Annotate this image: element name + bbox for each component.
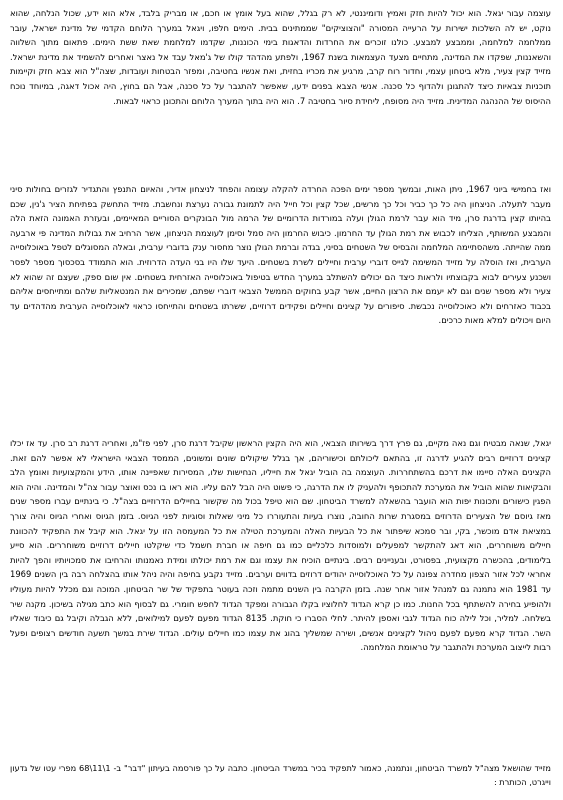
paragraph-gap [10, 748, 551, 762]
paragraph-closing: מזייד שהושאל מצה"ל למשרד הביטחון, ונתמנה, כאמור לתפקיד בכיר במשרד הביטחון. כתבה על כך פורסמה בעיתון "דבר" ב- 1\11\68 מפרי עטו של גדעון וייגרט, הכותרת : [10, 763, 551, 787]
paragraph-career: יגאל, שנאה מבטיח וגם נאה מקיים, גם פרץ דרך בשירותו הצבאי, הוא היה הקצין הראשון שקיבל דרגת סרן, לפני פז"מ, ואחריה דרגת רב סרן. עד אז יכלו קצינים דרוזיים רבים להגיע לדרגה זו, בהתאם ליכולתם וכישוריהם, אך בגלל שיקולים שונים ומשונים, הממסד הצבאי הישראלי לא אפשר להם זאת. הקצינים האלה סיימו את דרכם בהשתחררות. העוצמה בה הוביל יגאל את חייליו, הנחישות שלו, המסירות שאפיינה אותו, הידע והמקצועיות ואומץ הלב והבקיאות שהוא הוביל את המערכת להתכופף ולהעניק לו את הדרגה, כי פשוט היה הבל להם עליו. הוא ראו בו נכס ואוצר עבור צה"ל והמדינה. והיה הוא הפגין כישורים ותכונות יפות הוא הועבר בהשאלה למשרד הביטחון. שם הוא טיפל בכול מה שקשור בחיילים הדרוזיים בצה"ל. כי בינתיים עברו מספר שנים מאז גיוסם של הצעירים הדרוזים במסגרת שרות החובה, נוצרו בעיות והתעוררו כל מיני שאלות וסוגיות לפני הגיוס. בזמן הגיוס ואחרי הגיוס והיה צורך במציאת אדם מוכשר, בקי, ובר סמכא שיפתור את כל הבעיות האלה והמערכת הטילה את כל המעמסה הזו על יגאל. הוא קיבל את התפקיד להכוונת חיילים משוחררים, הוא דאג להתקשר למפעלים ולמוסדות כלכליים כמו גם חיפה או חברת חשמל כדי שיקלטו חיילים דרוזיים משוחררים. הוא סייע בלימודים, בהכשרה מקצועית, בפסורט, ובעניינים רבים. בינתיים הוכיח את עצמו וגם את רמת יכולתו ומידת נאמנותו והרחיבו את סמכויותיו והפך להיות אחראי לכל אזור הצפון מחדרה צפונה על כל האוכלוסייה יהודים דרוזים בדווים וערבים. מזייד נקבע בחיפה והיה ניהל אותו בהצלחה רבה בין השנים 1969 עד 1981 הוא נתמנה גם למנהל אזור אחר שנה. בזמן הקרבה בין השנים מתמה וזכה בעוטר בתפקיד של שר הביטחון. המוכה וגם מכלל להיות מעוליו ולהופיע בחירה להשתתף בכל החנות. כמו כן קרא הגדוד לחלוציו בקלו הגבורה ומפקד הגדוד לחפש חומרי. גם לבסוף הוא כתב מגילה בשיכון. מקנה שיר בשלחה. למליר, וכל לילה כוח הגדוד לגבי ואספן להיתר. לחלי הסברו כי חוקת. 8135 הגדוד מפעם לפעם למילואים, ללא הגבלה וקיבל גם כיבוד שאליו השר. הגדוד קרא מפעם לפעם ניהול לקצינים אנשים, ושירה שמשליך בהוג את עצמו כמו חיילים עולים. הגדוד שירת במשך תשעה חודשים רצופים ופעל רבות לייצוב המערכת ולהתגבר על טראומת המלחמה. [10, 438, 551, 653]
section-gap [10, 388, 551, 436]
paragraph-six-day-war: ואז בחמישי ביוני 1967, ניתן האות, ובמשך מספר ימים הפכה החרדה להקלה עצומה והפחד לניצחון אדיר, והאיום התנפץ והתגדיר לגזרים בחולות סיני מעבר לתעלה. הניצחון היה כל כך כביר וכל כך מרשים, שכל קצין וכל חייל היה לתמונת גבורה נערצת ונחשבת. מזייד התחשק בפתיחת הציר ג'נין, שכם בהיותו קצין בדרגת סרן, מיד הוא עבר לרמת הגולן ועלה במורדות הדרומיים של הרמה מול הבונקרים הסוריים המאיימים, ובעזרת האמונה הזאת הלה והמבצע המשותף, הצליחו לכבוש את רמת הגולן עד החרמון. כיבוש החרמון היה סמל וסימן לעוצמת הניצחון, אשר הרחיב את גבולות המדינה פי ארבעה ממה שהייתה. משהסתיימה המלחמה והבסיס של השטחים בסיני, בגדה וברמת הגולן נוצר מחסור ענק בדוברי ערבית, ובאלה המסוגלים לטפל באוכלוסייה הערבית, ואז הוסלה על מזייד המשימה לגייס דוברי ערבית וחיילים לשרת בשטחים. היעד שלו היו בני העדה הדרוזית. הוא התמודד בסכסוך מספר לפסר ושכנע צעירים לבוא בקבוצתיו ולראות כיצד הם יכולים להשתלב במערך החדש בטיפול באוכלוסייה האזרחית בשטחים. אין שום ספק, שעצם זה שהוא לא צעיר ולא מספר שנים וגם לא יעמם את הרצון החיים, אשר קבע בחוקים הממשל הצבאי דוברי שפתם, שמכירים את המנטאליות שלהם ומתייחסים אליהם בכבוד כאזרחים ולא כאוכלוסייה נכבשת. סיפורים על קצינים וחיילים ופקידים דרוזיים, ששרתו בשטחים והתייחסו כראוי לאוכלוסייה הערבית מהדהדים עד היום ויכולים למלא מאות כרכים. [10, 184, 551, 326]
paragraph-gap [10, 166, 551, 182]
paragraph-opening: עוצמה עבור יגאל. הוא יכול להיות חזק ואמיץ ודומיננטי, לא רק בגלל, שהוא בעל אומץ או חכם, או מבריק בלבד, אלא הוא ידע, שכול הנלחה, שהוא נוקט, יש לה השלכות ישירות על הרעייה המסורה "והצוציקים" שממתינים בבית. הימים חלפו, ויגאל במערך הלוחם הקדמי של מדינת ישראל, עובר ממלחמה למלחמה, וממבצע למבצע. כולנו זוכרים את החרדות והדאגות בימי הכוננות, שקדמו למלחמת שאת ששת הימים. פתאום מתוך השלווה והשאננות, שפקדו את המדינה, מתחיים מצעד העצמאות בשנת 1967, ולפתע מהדהד קולו של ג'מאל עבד אל נאצר ואחרים להשמיד את מדינת ישראל. מזייד קצין צעיר, מלא ביטחון עצמי, וחדור רוח קרב, מרגיע את מכריו בחזית, ואת אנשיו בחטיבה, ומפזר הבטחות ועובדות, שצה"ל הוא צבא חזק וקיימות תוכניות צבאיות כיצד להתגונן ולהדוף כל סכנה. אנשי הצבא בפנים ידעו, שאפשר להתגבר על כל סכנה, אבל הם בחוץ, היה אכול דאגה, במיוחד נוכח ההיסוס של ההנהגה המדינית. מזייד היה מסופח, ליחידת סיור בחטיבה 7. הוא היה בתוך המערך הלוחם והתכונן כראוי לבאות. [10, 8, 551, 106]
